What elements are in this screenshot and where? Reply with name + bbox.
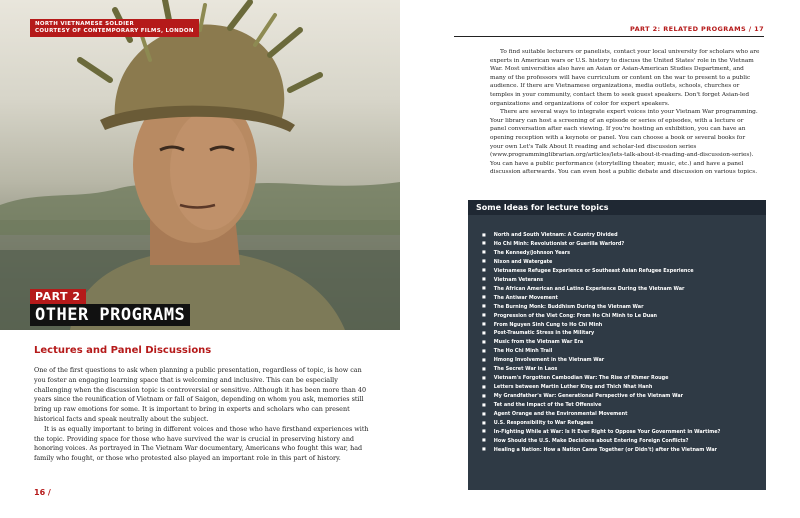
list-item: ■ Ho Chi Minh: Revolutionist or Guerilla Warlord?: [482, 240, 720, 249]
list-item: ■ The Secret War in Laos: [482, 365, 720, 374]
list-item: ■ Music from the Vietnam War Era: [482, 338, 720, 347]
right-body-text: [490, 48, 760, 177]
list-item: ■ In-Fighting While at War: Is It Ever Right to Oppose Your Government in Wartime?: [482, 428, 720, 437]
soldier-illustration: [0, 0, 400, 330]
part-title: OTHER PROGRAMS: [30, 304, 190, 326]
list-item: ■ The Ho Chi Minh Trail: [482, 347, 720, 356]
lecture-ideas-list: [482, 231, 720, 455]
list-item: ■ Vietnam Veterans: [482, 276, 720, 285]
soldier-photo: [0, 0, 400, 330]
list-item: ■ Progression of the Viet Cong: From Ho Chi Minh to Le Duan: [482, 312, 720, 321]
list-item: ■ U.S. Responsibility to War Refugees: [482, 419, 720, 428]
left-body-text: [34, 366, 374, 464]
list-item: ■ Tet and the Impact of the Tet Offensive: [482, 401, 720, 410]
right-paragraph-2: There are several ways to integrate expert voices into your Vietnam War programming. Your library can host a screening of an episode or series of episodes, with a lecture or panel conversation after each viewing. If you're hosting an exhibition, you can have an opening reception with a keynote or panel. You can choose a book or several books for your own Let's Talk About It reading and scholar-led discussion series (www.programminglibrarian.org/articles/lets-talk-about-it-reading-and-discussion-series). You can have a public performance (storytelling theater, music, etc.) and have a panel discussion afterwards. You can even host a public debate and discussion on various topics.: [490, 109, 758, 176]
caption-line-2: COURTESY OF CONTEMPORARY FILMS, LONDON: [35, 28, 194, 34]
list-item: ■ The Antiwar Movement: [482, 294, 720, 303]
list-item: ■ The Kennedy/Johnson Years: [482, 249, 720, 258]
list-item: ■ North and South Vietnam: A Country Divided: [482, 231, 720, 240]
list-item: ■ Agent Orange and the Environmental Movement: [482, 410, 720, 419]
right-page: [400, 0, 800, 518]
list-item: ■ Nixon and Watergate: [482, 258, 720, 267]
left-paragraph-2: It is as equally important to bring in different voices and those who have firsthand experiences with the topic. Providing space for those who have survived the war is crucial in preserving history and honoring voices. As portrayed in The Vietnam War documentary, Americans who fought this war, had family who fought, or those who protested also played an important role in this part of history.: [34, 424, 369, 463]
list-item: ■ Post-Traumatic Stress in the Military: [482, 329, 720, 338]
caption-line-1: NORTH VIETNAMESE SOLDIER: [35, 21, 135, 27]
list-item: ■ Vietnamese Refugee Experience or Southeast Asian Refugee Experience: [482, 267, 720, 276]
list-item: ■ Hmong Involvement in the Vietnam War: [482, 356, 720, 365]
right-paragraph-1: To find suitable lecturers or panelists, contact your local university for scholars who are experts in American wars or U.S. history to discuss the United States' role in the Vietnam War. Most universities also have an Asian or Asian-American Studies Department, and many of the professors will have curriculum or content on the war to present to a public audience. If there are Vietnamese organizations, media outlets, schools, churches or temples in your community, contact them to seek guest speakers. Don't forget Asian-led organizations and organizations of color for expert speakers.: [490, 49, 760, 107]
page-number-left: 16 /: [34, 488, 51, 497]
list-item: ■ The African American and Latino Experience During the Vietnam War: [482, 285, 720, 294]
list-item: ■ My Grandfather's War: Generational Perspective of the Vietnam War: [482, 392, 720, 401]
lecture-ideas-box: [468, 200, 766, 490]
left-paragraph-1: One of the first questions to ask when planning a public presentation, regardless of topic, is how can you foster an engaging learning space that is welcoming and inclusive. This can be especially challenging when the discussion topic is controversial or sensitive. Although it has been more than 40 years since the reunification of Vietnam or fall of Saigon, depending on whom you ask, memories still bring up raw emotions for some. It is important to bring in experts and scholars who can present historical facts and speak neutrally about the subject.: [34, 366, 367, 423]
header-rule: [454, 36, 764, 37]
list-item: ■ Healing a Nation: How a Nation Came Together (or Didn't) after the Vietnam War: [482, 446, 720, 455]
section-heading: Lectures and Panel Discussions: [34, 345, 212, 356]
list-item: ■ How Should the U.S. Make Decisions about Entering Foreign Conflicts?: [482, 437, 720, 446]
list-item: ■ The Burning Monk: Buddhism During the Vietnam War: [482, 303, 720, 312]
lecture-ideas-title: Some Ideas for lecture topics: [468, 200, 766, 215]
list-item: ■ Vietnam's Forgotten Cambodian War: The Rise of Khmer Rouge: [482, 374, 720, 383]
list-item: ■ Letters between Martin Luther King and Thich Nhat Hanh: [482, 383, 720, 392]
running-header: PART 2: RELATED PROGRAMS / 17: [630, 25, 764, 33]
photo-caption: [30, 19, 199, 37]
list-item: ■ From Nguyen Sinh Cung to Ho Chi Minh: [482, 321, 720, 330]
part-label: PART 2: [30, 289, 86, 304]
